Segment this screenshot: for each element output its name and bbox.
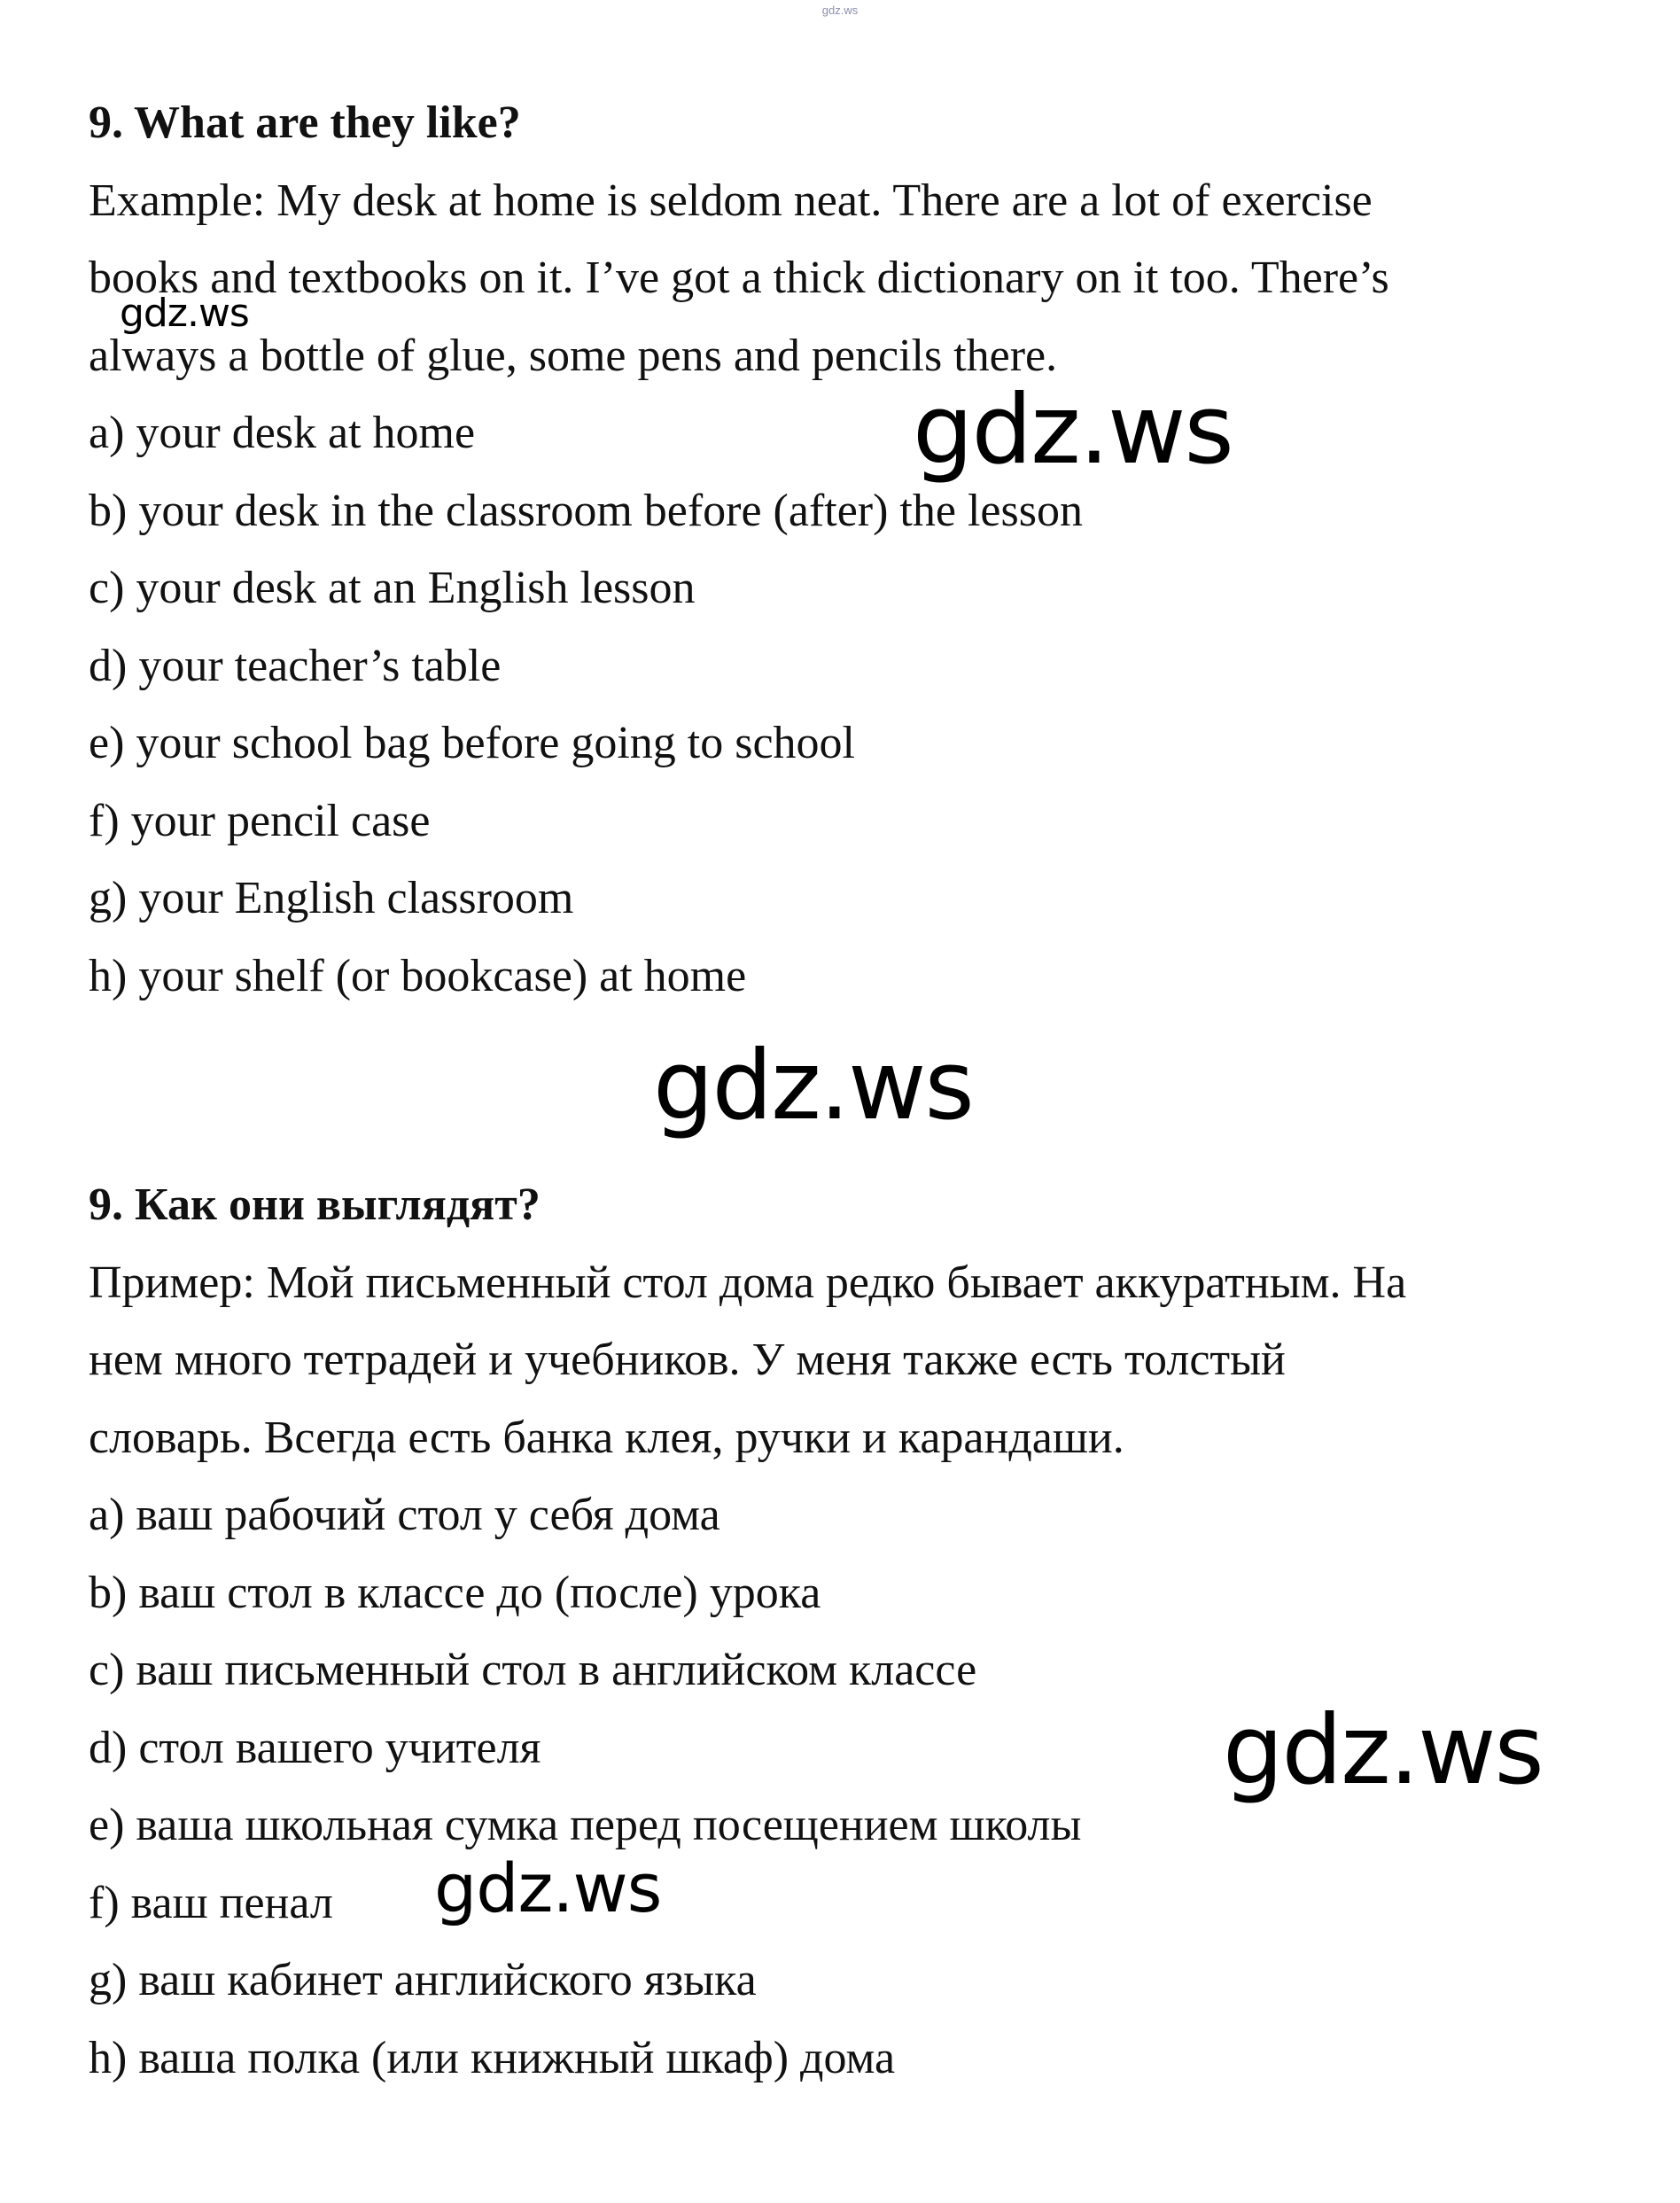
exercise-title: 9. What are they like? — [89, 97, 521, 148]
watermark: gdz.ws — [1223, 1695, 1543, 1806]
example-line: always a bottle of glue, some pens and pencils there. — [89, 330, 1058, 381]
exercise-title: 9. Как они выглядят? — [89, 1179, 541, 1230]
watermark: gdz.ws — [120, 291, 249, 336]
example-line: books and textbooks on it. I’ve got a thick dictionary on it too. There’s — [89, 253, 1389, 303]
example-line: Пример: Мой письменный стол дома редко бывает аккуратным. На — [89, 1257, 1407, 1308]
list-item: h) ваша полка (или книжный шкаф) дома — [89, 2032, 896, 2083]
list-item: g) ваш кабинет английского языка — [89, 1955, 757, 2005]
list-item: g) your English classroom — [89, 873, 574, 923]
english-exercise — [89, 84, 1595, 1015]
list-item: e) ваша школьная сумка перед посещением школы — [89, 1800, 1082, 1850]
watermark: gdz.ws — [434, 1849, 662, 1927]
example-line: словарь. Всегда есть банка клея, ручки и карандаши. — [89, 1412, 1124, 1463]
top-watermark: gdz.ws — [821, 4, 859, 17]
watermark: gdz.ws — [653, 1031, 973, 1141]
list-item: b) ваш стол в классе до (после) урока — [89, 1567, 821, 1618]
list-item: c) ваш письменный стол в английском классе — [89, 1645, 977, 1695]
list-item: c) your desk at an English lesson — [89, 563, 696, 613]
example-line: Example: My desk at home is seldom neat. There are a lot of exercise — [89, 175, 1373, 226]
list-item: e) your school bag before going to school — [89, 718, 856, 768]
list-item: a) your desk at home — [89, 408, 476, 458]
list-item: h) your shelf (or bookcase) at home — [89, 950, 747, 1001]
watermark: gdz.ws — [913, 375, 1233, 486]
list-item: b) your desk in the classroom before (after) the lesson — [89, 485, 1083, 536]
list-item: f) ваш пенал — [89, 1877, 333, 1928]
russian-exercise — [89, 1166, 1595, 2097]
example-line: нем много тетрадей и учебников. У меня также есть толстый — [89, 1335, 1286, 1385]
list-item: a) ваш рабочий стол у себя дома — [89, 1490, 720, 1540]
list-item: d) your teacher’s table — [89, 640, 502, 691]
list-item: d) стол вашего учителя — [89, 1722, 541, 1773]
list-item: f) your pencil case — [89, 795, 431, 846]
